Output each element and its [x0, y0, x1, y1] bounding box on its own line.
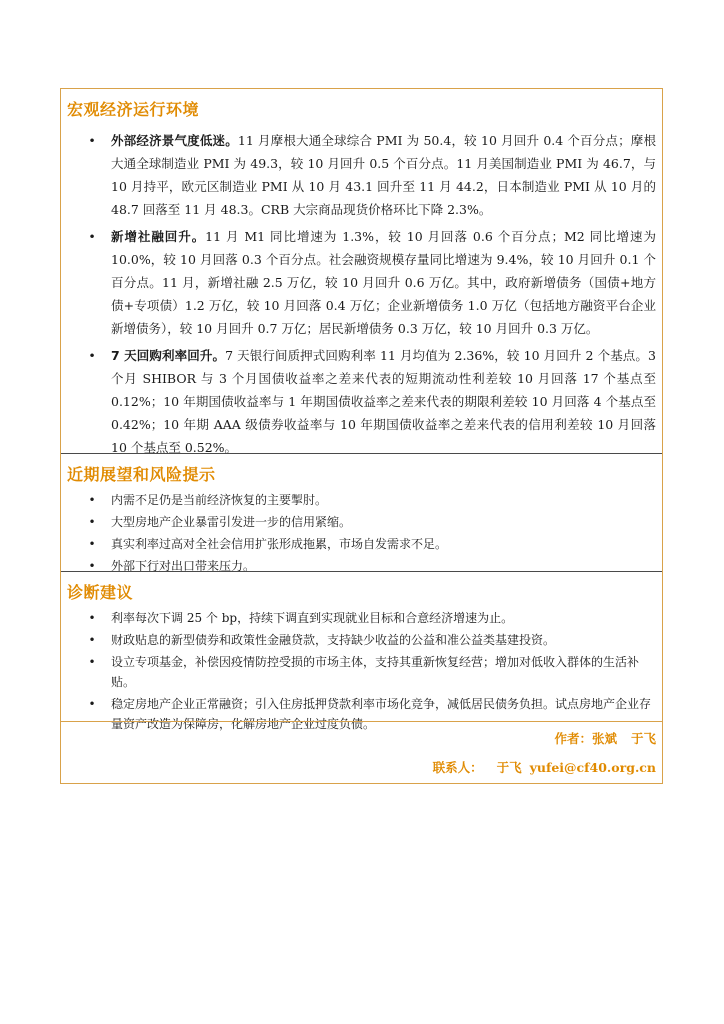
list-item	[61, 630, 662, 650]
item-lead: 新增社融回升。	[111, 229, 206, 244]
macro-environment-section	[61, 89, 662, 453]
list-item	[61, 129, 662, 221]
bullet-icon: •	[88, 559, 96, 573]
item-text: 真实利率过高对全社会信用扩张形成拖累，市场自发需求不足。	[111, 537, 448, 551]
macro-list	[61, 129, 662, 463]
bullet-icon: •	[88, 348, 96, 363]
list-item	[61, 490, 662, 510]
bullet-icon: •	[88, 133, 96, 148]
section-title-advice: 诊断建议	[67, 583, 134, 602]
author-name: 于飞	[630, 731, 656, 746]
list-item	[61, 225, 662, 340]
author-line	[554, 729, 656, 747]
author-name: 张斌	[591, 731, 617, 746]
item-lead: 外部经济景气度低迷。	[111, 133, 238, 148]
bullet-icon: •	[88, 633, 96, 647]
item-text: 内需不足仍是当前经济恢复的主要掣肘。	[111, 493, 328, 507]
bullet-icon: •	[88, 229, 96, 244]
list-item	[61, 608, 662, 628]
list-item	[61, 512, 662, 532]
list-item	[61, 534, 662, 554]
item-text: 大型房地产企业暴雷引发进一步的信用紧缩。	[111, 515, 352, 529]
bullet-icon: •	[88, 611, 96, 625]
section-title-macro: 宏观经济运行环境	[67, 100, 200, 119]
bullet-icon: •	[88, 537, 96, 551]
list-item	[61, 344, 662, 459]
section-title-outlook: 近期展望和风险提示	[67, 465, 216, 484]
advice-list	[61, 608, 662, 736]
list-item	[61, 652, 662, 692]
item-text: 7 天银行间质押式回购利率 11 月均值为 2.36%，较 10 月回升 2 个基点。3 个月 SHIBOR 与 3 个月国债收益率之差来代表的短期流动性利差较 10 月回落 17 个基点至 0.12%；10 年期国债收益率与 1 年期国债收益率之差来代表的期限利差较 10 月回落 4 个基点至 0.42%；10 年期 AAA 级债券收益率与 10 年期国债收益率之差来代表的信用利差较 10 月回落 10 个基点至 0.52%。	[111, 348, 656, 455]
item-text: 稳定房地产企业正常融资；引入住房抵押贷款利率市场化竞争，减低居民债务负担。试点房地产企业存量资产改造为保障房，化解房地产企业过度负债。	[111, 697, 652, 731]
report-summary-box	[60, 88, 663, 784]
signature-section	[61, 721, 662, 785]
contact-label: 联系人：	[432, 760, 483, 775]
bullet-icon: •	[88, 515, 96, 529]
bullet-icon: •	[88, 493, 96, 507]
outlook-risk-section	[61, 453, 662, 571]
item-text: 设立专项基金，补偿因疫情防控受损的市场主体，支持其重新恢复经营；增加对低收入群体的生活补贴。	[111, 655, 640, 689]
bullet-icon: •	[88, 697, 96, 711]
item-text: 11 月摩根大通全球综合 PMI 为 50.4，较 10 月回升 0.4 个百分点；摩根大通全球制造业 PMI 为 49.3，较 10 月回升 0.5 个百分点。11 月美国制造业 PMI 为 46.7，与 10 月持平，欧元区制造业 PMI 从 10 月 43.1 回升至 11 月 44.2，日本制造业 PMI 从 10 月的 48.7 回落至 11 月 48.3。CRB 大宗商品现货价格环比下降 2.3%。	[111, 133, 656, 217]
bullet-icon: •	[88, 655, 96, 669]
contact-name: 于飞	[496, 760, 522, 775]
diagnosis-advice-section	[61, 571, 662, 731]
item-text: 11 月 M1 同比增速为 1.3%，较 10 月回落 0.6 个百分点；M2 同比增速为 10.0%，较 10 月回落 0.3 个百分点。社会融资规模存量同比增速为 9.4%，较 10 月回升 0.1 个百分点。11 月，新增社融 2.5 万亿，较 10 月回升 0.6 万亿。其中，政府新增债务（国债+地方债+专项债）1.2 万亿，较 10 月回落 0.4 万亿；企业新增债务 1.0 万亿（包括地方融资平台企业新增债务），较 10 月回升 0.7 万亿；居民新增债务 0.3 万亿，较 10 月回升 0.3 万亿。	[111, 229, 656, 336]
outlook-list	[61, 490, 662, 578]
item-text: 财政贴息的新型债券和政策性金融贷款，支持缺少收益的公益和准公益类基建投资。	[111, 633, 556, 647]
item-lead: 7 天回购利率回升。	[111, 348, 226, 363]
author-label: 作者：	[554, 731, 592, 746]
contact-line	[433, 758, 656, 776]
item-text: 外部下行对出口带来压力。	[111, 559, 256, 573]
contact-email-link[interactable]: yufei@cf40.org.cn	[529, 760, 656, 775]
item-text: 利率每次下调 25 个 bp，持续下调直到实现就业目标和合意经济增速为止。	[111, 611, 514, 625]
